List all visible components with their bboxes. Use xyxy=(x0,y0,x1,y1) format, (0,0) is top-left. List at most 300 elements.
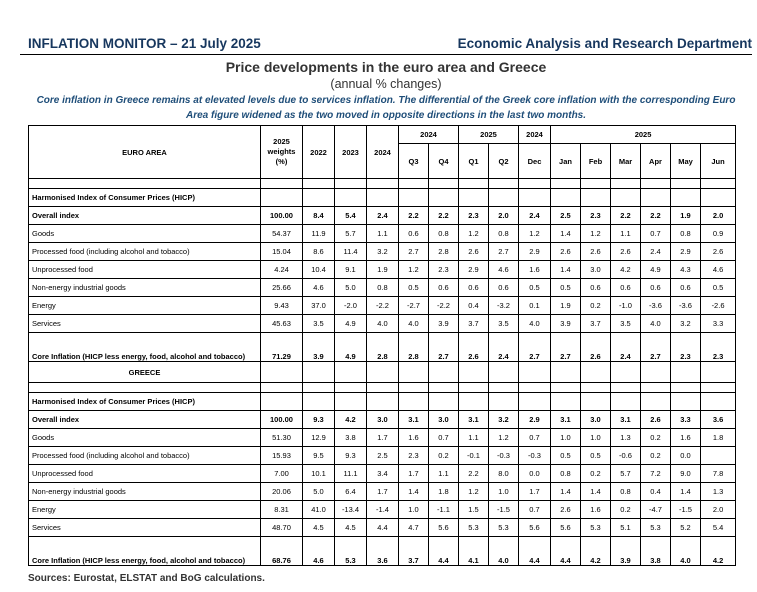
value-cell: 5.2 xyxy=(671,519,701,537)
table-cell xyxy=(261,393,303,411)
month-header: Feb xyxy=(581,144,611,179)
report-title: INFLATION MONITOR – 21 July 2025 xyxy=(28,36,261,51)
value-cell: 51.30 xyxy=(261,429,303,447)
value-cell: 0.2 xyxy=(641,447,671,465)
value-cell: 2.6 xyxy=(581,243,611,261)
value-cell: 0.6 xyxy=(429,279,459,297)
value-cell: 9.3 xyxy=(303,411,335,429)
table-cell xyxy=(581,179,611,189)
region-row xyxy=(29,362,736,383)
value-cell: 1.7 xyxy=(367,429,399,447)
value-cell: 1.6 xyxy=(671,429,701,447)
value-cell: 0.6 xyxy=(641,279,671,297)
table-cell xyxy=(551,362,581,383)
value-cell: 5.7 xyxy=(335,225,367,243)
value-cell: 1.9 xyxy=(551,297,581,315)
row-label: Services xyxy=(29,519,261,537)
row-label: Energy xyxy=(29,297,261,315)
value-cell: 3.8 xyxy=(335,429,367,447)
table-cell xyxy=(489,189,519,207)
value-cell: 5.3 xyxy=(459,519,489,537)
value-cell: 1.4 xyxy=(551,483,581,501)
table-cell xyxy=(641,393,671,411)
value-cell: 0.8 xyxy=(429,225,459,243)
table-cell xyxy=(429,189,459,207)
value-cell: 3.9 xyxy=(611,537,641,566)
value-cell: 3.5 xyxy=(303,315,335,333)
value-cell: 7.2 xyxy=(641,465,671,483)
value-cell: 37.0 xyxy=(303,297,335,315)
value-cell: 1.0 xyxy=(581,429,611,447)
value-cell: 1.2 xyxy=(581,225,611,243)
table-cell xyxy=(367,383,399,393)
table-cell xyxy=(489,383,519,393)
table-cell xyxy=(489,393,519,411)
table-cell xyxy=(581,393,611,411)
value-cell: 0.6 xyxy=(489,279,519,297)
value-cell: 2.9 xyxy=(671,243,701,261)
value-cell: 1.4 xyxy=(671,483,701,501)
table-cell xyxy=(671,362,701,383)
table-cell xyxy=(335,393,367,411)
value-cell: 5.4 xyxy=(335,207,367,225)
value-cell: 2.7 xyxy=(551,333,581,362)
value-cell: 1.3 xyxy=(701,483,736,501)
department-name: Economic Analysis and Research Department xyxy=(457,36,752,51)
value-cell: 5.6 xyxy=(429,519,459,537)
header-divider xyxy=(20,54,752,55)
value-cell: 0.6 xyxy=(459,279,489,297)
value-cell: 5.3 xyxy=(641,519,671,537)
section-label: Harmonised Index of Consumer Prices (HICP) xyxy=(29,189,261,207)
value-cell: 1.1 xyxy=(459,429,489,447)
value-cell: 2.6 xyxy=(459,243,489,261)
month-header: Dec xyxy=(519,144,551,179)
value-cell: 1.3 xyxy=(611,429,641,447)
table-cell xyxy=(459,383,489,393)
table-cell xyxy=(399,383,429,393)
table-cell xyxy=(261,189,303,207)
row-label: Overall index xyxy=(29,207,261,225)
table-cell xyxy=(367,393,399,411)
value-cell: 4.0 xyxy=(367,315,399,333)
table-cell xyxy=(671,393,701,411)
value-cell: 1.1 xyxy=(429,465,459,483)
value-cell: 2.7 xyxy=(489,243,519,261)
value-cell: 4.4 xyxy=(429,537,459,566)
value-cell: 10.4 xyxy=(303,261,335,279)
value-cell: -1.1 xyxy=(429,501,459,519)
value-cell: 2.2 xyxy=(611,207,641,225)
table-cell xyxy=(303,383,335,393)
spacer-row xyxy=(29,383,736,393)
value-cell: 9.5 xyxy=(303,447,335,465)
table-cell xyxy=(429,362,459,383)
row-label: Non-energy industrial goods xyxy=(29,279,261,297)
value-cell: 0.8 xyxy=(551,465,581,483)
value-cell: 2.3 xyxy=(399,447,429,465)
value-cell: 2.0 xyxy=(701,207,736,225)
table-cell xyxy=(261,362,303,383)
table-row xyxy=(29,261,736,279)
row-label: Overall index xyxy=(29,411,261,429)
value-cell: 3.6 xyxy=(367,537,399,566)
value-cell: 3.1 xyxy=(611,411,641,429)
value-cell: 3.7 xyxy=(581,315,611,333)
table-cell xyxy=(519,189,551,207)
value-cell: 0.6 xyxy=(399,225,429,243)
value-cell: 2.7 xyxy=(519,333,551,362)
table-cell xyxy=(429,179,459,189)
value-cell: -3.6 xyxy=(671,297,701,315)
value-cell: 1.2 xyxy=(399,261,429,279)
value-cell: 54.37 xyxy=(261,225,303,243)
value-cell: 3.7 xyxy=(459,315,489,333)
value-cell: 2.4 xyxy=(519,207,551,225)
value-cell: 3.6 xyxy=(701,411,736,429)
value-cell: 0.5 xyxy=(581,447,611,465)
table-cell xyxy=(489,179,519,189)
table-cell xyxy=(701,179,736,189)
table-cell xyxy=(335,362,367,383)
table-cell xyxy=(581,362,611,383)
row-label: Processed food (including alcohol and tobacco) xyxy=(29,447,261,465)
report-header xyxy=(20,33,752,55)
table-cell xyxy=(489,362,519,383)
value-cell: 0.8 xyxy=(367,279,399,297)
value-cell: 25.66 xyxy=(261,279,303,297)
header-row xyxy=(29,126,736,144)
row-label: Non-energy industrial goods xyxy=(29,483,261,501)
value-cell: -1.5 xyxy=(671,501,701,519)
value-cell: 15.93 xyxy=(261,447,303,465)
value-cell: 3.0 xyxy=(581,411,611,429)
value-cell: 2.4 xyxy=(489,333,519,362)
value-cell: -2.7 xyxy=(399,297,429,315)
value-cell: 2.6 xyxy=(459,333,489,362)
month-header: Jun xyxy=(701,144,736,179)
table-cell xyxy=(367,189,399,207)
value-cell: 2.3 xyxy=(581,207,611,225)
table-cell xyxy=(399,362,429,383)
value-cell: 15.04 xyxy=(261,243,303,261)
value-cell: 0.2 xyxy=(611,501,641,519)
value-cell: 2.5 xyxy=(367,447,399,465)
value-cell: 8.31 xyxy=(261,501,303,519)
value-cell: 2.8 xyxy=(429,243,459,261)
value-cell: 0.7 xyxy=(519,429,551,447)
quarter-header: Q3 xyxy=(399,144,429,179)
value-cell: 1.2 xyxy=(459,483,489,501)
value-cell: 6.4 xyxy=(335,483,367,501)
value-cell: 2.6 xyxy=(701,243,736,261)
value-cell: 1.0 xyxy=(489,483,519,501)
value-cell: 2.2 xyxy=(399,207,429,225)
year-header: 2022 xyxy=(303,126,335,179)
value-cell: 0.8 xyxy=(611,483,641,501)
value-cell: 2.6 xyxy=(551,243,581,261)
value-cell: 0.2 xyxy=(641,429,671,447)
table-cell xyxy=(641,179,671,189)
table-row xyxy=(29,297,736,315)
table-cell xyxy=(671,383,701,393)
value-cell: -0.3 xyxy=(519,447,551,465)
value-cell: 3.9 xyxy=(551,315,581,333)
value-cell: 4.0 xyxy=(671,537,701,566)
value-cell: 0.8 xyxy=(671,225,701,243)
value-cell: 1.0 xyxy=(551,429,581,447)
value-cell: 11.1 xyxy=(335,465,367,483)
table-cell xyxy=(519,393,551,411)
value-cell: 0.2 xyxy=(581,297,611,315)
group-header: 2025 xyxy=(459,126,519,144)
value-cell: 4.6 xyxy=(489,261,519,279)
table-cell xyxy=(367,179,399,189)
value-cell: 5.6 xyxy=(551,519,581,537)
value-cell: 41.0 xyxy=(303,501,335,519)
value-cell: 3.7 xyxy=(399,537,429,566)
value-cell: 2.2 xyxy=(459,465,489,483)
table-cell xyxy=(399,189,429,207)
quarter-header: Q4 xyxy=(429,144,459,179)
value-cell: 3.0 xyxy=(581,261,611,279)
sources-footnote: Sources: Eurostat, ELSTAT and BoG calculations. xyxy=(28,573,265,584)
value-cell: 0.6 xyxy=(581,279,611,297)
value-cell: 5.6 xyxy=(519,519,551,537)
table-cell xyxy=(459,189,489,207)
value-cell: 0.5 xyxy=(399,279,429,297)
value-cell: 0.5 xyxy=(551,447,581,465)
table-cell xyxy=(701,393,736,411)
table-cell xyxy=(303,393,335,411)
value-cell: 2.9 xyxy=(459,261,489,279)
region-header: EURO AREA xyxy=(29,126,261,179)
value-cell: 0.7 xyxy=(429,429,459,447)
table-cell xyxy=(429,383,459,393)
value-cell: 2.9 xyxy=(519,411,551,429)
value-cell: 3.9 xyxy=(303,333,335,362)
row-label: Unprocessed food xyxy=(29,261,261,279)
value-cell: 4.9 xyxy=(335,315,367,333)
value-cell: 20.06 xyxy=(261,483,303,501)
value-cell: 11.9 xyxy=(303,225,335,243)
value-cell: 0.5 xyxy=(551,279,581,297)
value-cell: 4.24 xyxy=(261,261,303,279)
group-header: 2024 xyxy=(399,126,459,144)
table-cell xyxy=(641,362,671,383)
value-cell: 2.2 xyxy=(429,207,459,225)
table-row xyxy=(29,225,736,243)
value-cell: 1.6 xyxy=(581,501,611,519)
value-cell: 5.7 xyxy=(611,465,641,483)
value-cell: 0.4 xyxy=(641,483,671,501)
table-cell xyxy=(611,383,641,393)
value-cell: 1.7 xyxy=(399,465,429,483)
value-cell: 4.0 xyxy=(399,315,429,333)
value-cell: 1.1 xyxy=(367,225,399,243)
table-cell xyxy=(261,179,303,189)
value-cell: 5.1 xyxy=(611,519,641,537)
value-cell: 2.7 xyxy=(429,333,459,362)
value-cell: -2.2 xyxy=(367,297,399,315)
table-cell xyxy=(701,189,736,207)
value-cell: 0.7 xyxy=(519,501,551,519)
value-cell: 2.4 xyxy=(611,333,641,362)
value-cell: 1.4 xyxy=(399,483,429,501)
table-cell xyxy=(641,189,671,207)
table-cell xyxy=(611,189,641,207)
value-cell: 3.1 xyxy=(459,411,489,429)
value-cell: 4.6 xyxy=(303,279,335,297)
row-label: Processed food (including alcohol and tobacco) xyxy=(29,243,261,261)
value-cell: -3.2 xyxy=(489,297,519,315)
table-cell xyxy=(671,189,701,207)
table-cell xyxy=(641,383,671,393)
value-cell: 5.3 xyxy=(335,537,367,566)
month-header: Jan xyxy=(551,144,581,179)
price-developments-table xyxy=(28,125,736,566)
table-cell xyxy=(551,383,581,393)
table-subtitle: (annual % changes) xyxy=(330,77,442,91)
table-cell xyxy=(611,179,641,189)
row-label: Services xyxy=(29,315,261,333)
value-cell: 2.6 xyxy=(611,243,641,261)
value-cell: -0.1 xyxy=(459,447,489,465)
table-cell xyxy=(519,179,551,189)
value-cell: 1.8 xyxy=(429,483,459,501)
value-cell: 3.2 xyxy=(671,315,701,333)
value-cell: 3.1 xyxy=(399,411,429,429)
value-cell: -2.2 xyxy=(429,297,459,315)
value-cell: 7.00 xyxy=(261,465,303,483)
table-row xyxy=(29,501,736,519)
value-cell: 5.4 xyxy=(701,519,736,537)
value-cell: 4.2 xyxy=(611,261,641,279)
year-header: 2024 xyxy=(367,126,399,179)
table-row xyxy=(29,333,736,362)
value-cell: -0.3 xyxy=(489,447,519,465)
value-cell: 9.0 xyxy=(671,465,701,483)
value-cell: 1.4 xyxy=(551,261,581,279)
table-cell xyxy=(459,393,489,411)
value-cell: 7.8 xyxy=(701,465,736,483)
value-cell: -4.7 xyxy=(641,501,671,519)
value-cell: 4.5 xyxy=(335,519,367,537)
table-cell xyxy=(581,383,611,393)
table-cell xyxy=(335,179,367,189)
value-cell: 1.4 xyxy=(551,225,581,243)
value-cell: 4.6 xyxy=(303,537,335,566)
table-cell xyxy=(671,179,701,189)
value-cell: -13.4 xyxy=(335,501,367,519)
value-cell: 4.1 xyxy=(459,537,489,566)
table-cell xyxy=(303,179,335,189)
value-cell: -2.0 xyxy=(335,297,367,315)
value-cell: -1.5 xyxy=(489,501,519,519)
table-row xyxy=(29,537,736,566)
spacer-row xyxy=(29,179,736,189)
table-cell xyxy=(29,179,261,189)
value-cell: 0.6 xyxy=(611,279,641,297)
table-cell xyxy=(611,393,641,411)
value-cell: 0.4 xyxy=(459,297,489,315)
value-cell: 2.4 xyxy=(641,243,671,261)
value-cell: 4.9 xyxy=(335,333,367,362)
value-cell: 2.6 xyxy=(581,333,611,362)
table-cell xyxy=(459,362,489,383)
value-cell: 1.7 xyxy=(367,483,399,501)
value-cell: -2.6 xyxy=(701,297,736,315)
value-cell: 0.9 xyxy=(701,225,736,243)
value-cell: 0.7 xyxy=(641,225,671,243)
value-cell: -0.6 xyxy=(611,447,641,465)
value-cell: 12.9 xyxy=(303,429,335,447)
value-cell: 2.5 xyxy=(551,207,581,225)
value-cell: 3.5 xyxy=(611,315,641,333)
value-cell: 9.1 xyxy=(335,261,367,279)
table-cell xyxy=(367,362,399,383)
value-cell: 0.2 xyxy=(429,447,459,465)
month-header: Mar xyxy=(611,144,641,179)
table-cell xyxy=(429,393,459,411)
value-cell: 5.0 xyxy=(303,483,335,501)
value-cell: 2.3 xyxy=(671,333,701,362)
value-cell: 1.0 xyxy=(399,501,429,519)
table-cell xyxy=(303,362,335,383)
value-cell: 2.8 xyxy=(367,333,399,362)
value-cell: -3.6 xyxy=(641,297,671,315)
value-cell: 9.43 xyxy=(261,297,303,315)
value-cell: 4.3 xyxy=(671,261,701,279)
table-cell xyxy=(519,362,551,383)
value-cell: 4.0 xyxy=(489,537,519,566)
value-cell: 8.6 xyxy=(303,243,335,261)
value-cell: 5.0 xyxy=(335,279,367,297)
row-label: Core Inflation (HICP less energy, food, alcohol and tobacco) xyxy=(29,333,261,362)
group-header: 2024 xyxy=(519,126,551,144)
table-cell xyxy=(29,383,261,393)
value-cell: 4.2 xyxy=(335,411,367,429)
value-cell: 1.4 xyxy=(581,483,611,501)
value-cell: 1.5 xyxy=(459,501,489,519)
value-cell: 1.1 xyxy=(611,225,641,243)
value-cell: 1.8 xyxy=(701,429,736,447)
value-cell: 3.1 xyxy=(551,411,581,429)
value-cell: 100.00 xyxy=(261,207,303,225)
value-cell: 3.3 xyxy=(671,411,701,429)
weights-header: 2025 weights (%) xyxy=(261,126,303,179)
quarter-header: Q1 xyxy=(459,144,489,179)
value-cell: 5.3 xyxy=(489,519,519,537)
value-cell: 4.5 xyxy=(303,519,335,537)
table-row xyxy=(29,519,736,537)
table-cell xyxy=(399,393,429,411)
value-cell: 4.6 xyxy=(701,261,736,279)
value-cell: 3.8 xyxy=(641,537,671,566)
table-row xyxy=(29,243,736,261)
table-row xyxy=(29,465,736,483)
value-cell: 9.3 xyxy=(335,447,367,465)
value-cell: 8.4 xyxy=(303,207,335,225)
value-cell: 2.0 xyxy=(489,207,519,225)
value-cell: 4.2 xyxy=(701,537,736,566)
region-label: GREECE xyxy=(29,362,261,383)
table-cell xyxy=(581,189,611,207)
value-cell: 10.1 xyxy=(303,465,335,483)
value-cell: 4.0 xyxy=(519,315,551,333)
quarter-header: Q2 xyxy=(489,144,519,179)
table-cell xyxy=(611,362,641,383)
